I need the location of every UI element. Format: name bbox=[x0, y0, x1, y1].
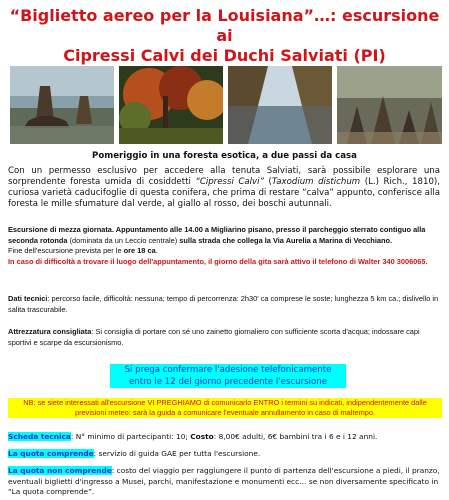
end-time-dot: . bbox=[155, 246, 158, 255]
intro-paragraph bbox=[8, 166, 440, 210]
end-time: ore 18 ca bbox=[123, 246, 156, 255]
details-paragraph bbox=[8, 225, 442, 267]
scheda-tecnica-label: Scheda tecnica bbox=[8, 432, 71, 441]
intro-quoted: “Cipressi Calvi” bbox=[195, 177, 264, 187]
callout-line-2: entro le 12 del giorno precedente l'escursione bbox=[128, 377, 328, 387]
photo-cypress-reflection bbox=[228, 66, 332, 144]
photo-cypress-stumps bbox=[10, 66, 114, 144]
tech-data-label: Dati tecnici bbox=[8, 294, 48, 303]
tech-data-text: : percorso facile, difficoltà: nessuna; tempo di percorrenza: 2h30' ca comprese le soste; lunghezza 5 km ca.; dislivello in salita trascurabile. bbox=[8, 294, 439, 314]
photo-cypress-knees bbox=[337, 66, 442, 144]
nb-notice: NB: se siete interessati all'escursione VI PREGHIAMO di comunicarlo ENTRO i termini su indicati, indipendentemente dalle previsioni meteo: sarà la guida a comunicare l'eventuale annullamento in caso di maltempo. bbox=[8, 398, 442, 418]
gear-paragraph bbox=[8, 327, 442, 348]
contact-phone-note: In caso di difficoltà a trovare il luogo dell'appuntamento, il giorno della gita sarà attivo il telefono di Walter 340 3006065. bbox=[8, 256, 428, 266]
scheda-tecnica-paragraph bbox=[8, 432, 442, 443]
title-line-2: Cipressi Calvi dei Duchi Salviati (PI) bbox=[63, 46, 386, 65]
meeting-info: Escursione di mezza giornata. Appuntamento alle 14.00 a Migliarino pisano, presso il parcheggio sterrato contiguo alla seconda rotonda bbox=[8, 225, 426, 245]
page-title bbox=[0, 6, 449, 66]
intro-text: Con un permesso esclusivo per accedere alla tenuta Salviati, sarà possibile esplorare una sorprendente foresta umida di cosiddetti bbox=[8, 166, 440, 187]
confirmation-callout bbox=[110, 364, 346, 388]
callout-line-1: Si prega confermare l'adesione telefonicamente bbox=[124, 365, 332, 375]
meeting-road: sulla strada che collega la Via Aurelia a Marina di Vecchiano. bbox=[179, 235, 393, 245]
end-time-label: Fine dell'escursione prevista per le bbox=[8, 246, 124, 255]
includes-text: : servizio di guida GAE per tutta l'escursione. bbox=[93, 449, 261, 458]
subtitle: Pomeriggio in una foresta esotica, a due passi da casa bbox=[92, 151, 357, 161]
tech-data-paragraph bbox=[8, 294, 442, 315]
excludes-paragraph bbox=[8, 466, 442, 498]
photo-strip bbox=[10, 66, 442, 144]
excludes-label: La quota non comprende bbox=[8, 466, 112, 475]
gear-label: Attrezzatura consigliata bbox=[8, 327, 92, 336]
gear-text: : Si consiglia di portare con sé uno zainetto giornaliero con sufficiente scorta d'acqua; indossare capi sportivi e scarpe da escursionismo. bbox=[8, 327, 420, 347]
includes-label: La quota comprende bbox=[8, 449, 94, 458]
intro-latin-name: Taxodium distichum bbox=[271, 177, 361, 187]
cost-text: : 8,00€ adulti, 6€ bambini tra i 6 e i 12 anni. bbox=[213, 432, 378, 441]
includes-paragraph bbox=[8, 449, 442, 460]
intro-text: (L.) Rich., 1810), curiosa varietà caducifoglie di questa conifera, che prima di restare “calva” appunto, conferisce alla foresta le mille sfumature dal verde, al giallo al rosso, dei boschi autunnali. bbox=[8, 177, 440, 209]
photo-autumn-cypress bbox=[119, 66, 223, 144]
cost-label: Costo bbox=[190, 432, 214, 441]
meeting-info-note: (dominata da un Leccio centrale) bbox=[67, 235, 180, 245]
title-line-1: “Biglietto aereo per la Louisiana”…: escursione ai bbox=[9, 6, 440, 45]
excludes-text: : costo del viaggio per raggiungere il punto di partenza dell'escursione a piedi, il pranzo, eventuali biglietti d'ingresso a Musei, parchi, manifestazione e monumenti ecc… se non diversamente specificato in “La quota comprende”. bbox=[8, 466, 440, 496]
scheda-tecnica-text: : N° minimo di partecipanti: 10; bbox=[70, 432, 191, 441]
intro-text: ( bbox=[263, 177, 272, 187]
